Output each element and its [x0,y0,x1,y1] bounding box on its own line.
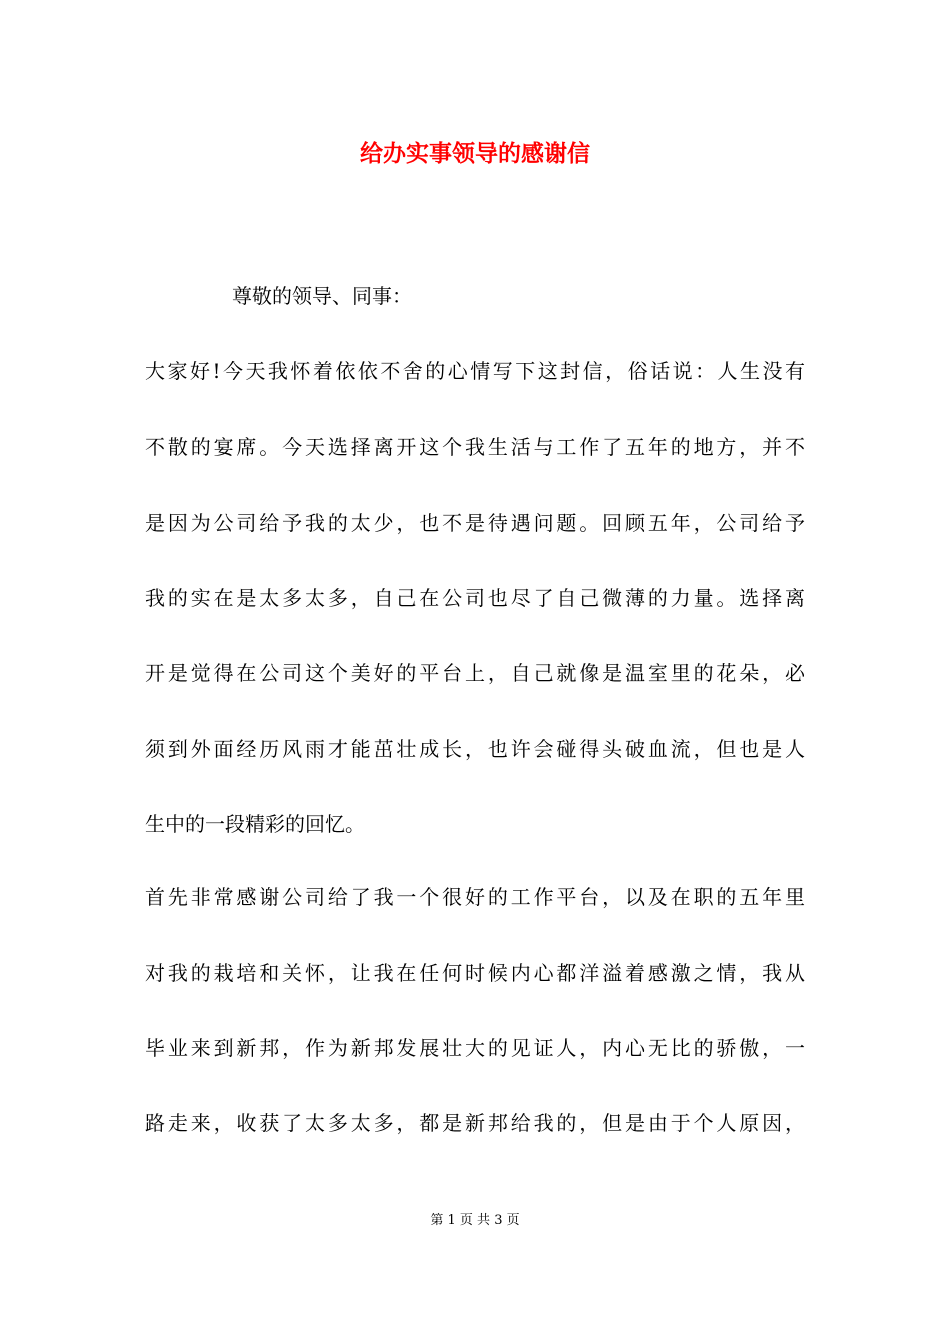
paragraph-1-line-5: 开是觉得在公司这个美好的平台上，自己就像是温室里的花朵，必 [145,661,805,685]
paragraph-1-line-3: 是因为公司给予我的太少，也不是待遇问题。回顾五年，公司给予 [145,511,805,535]
paragraph-2-line-1: 首先非常感谢公司给了我一个很好的工作平台，以及在职的五年里 [145,885,805,909]
paragraph-1-line-2: 不散的宴席。今天选择离开这个我生活与工作了五年的地方，并不 [145,435,805,459]
paragraph-1-line-4: 我的实在是太多太多，自己在公司也尽了自己微薄的力量。选择离 [145,586,805,610]
greeting-line: 尊敬的领导、同事： [232,284,412,308]
document-title: 给办实事领导的感谢信 [360,140,590,167]
paragraph-2-line-3: 毕业来到新邦，作为新邦发展壮大的见证人，内心无比的骄傲，一 [145,1036,805,1060]
page-footer: 第 1 页 共 3 页 [430,1213,520,1228]
paragraph-2-line-2: 对我的栽培和关怀，让我在任何时候内心都洋溢着感激之情，我从 [145,961,805,985]
paragraph-1-line-1: 大家好!今天我怀着依依不舍的心情写下这封信，俗话说：人生没有 [145,359,805,383]
paragraph-2-line-4: 路走来，收获了太多太多，都是新邦给我的，但是由于个人原因， [145,1111,805,1135]
paragraph-1-line-7: 生中的一段精彩的回忆。 [145,812,365,836]
paragraph-1-line-6: 须到外面经历风雨才能茁壮成长，也许会碰得头破血流，但也是人 [145,737,805,761]
